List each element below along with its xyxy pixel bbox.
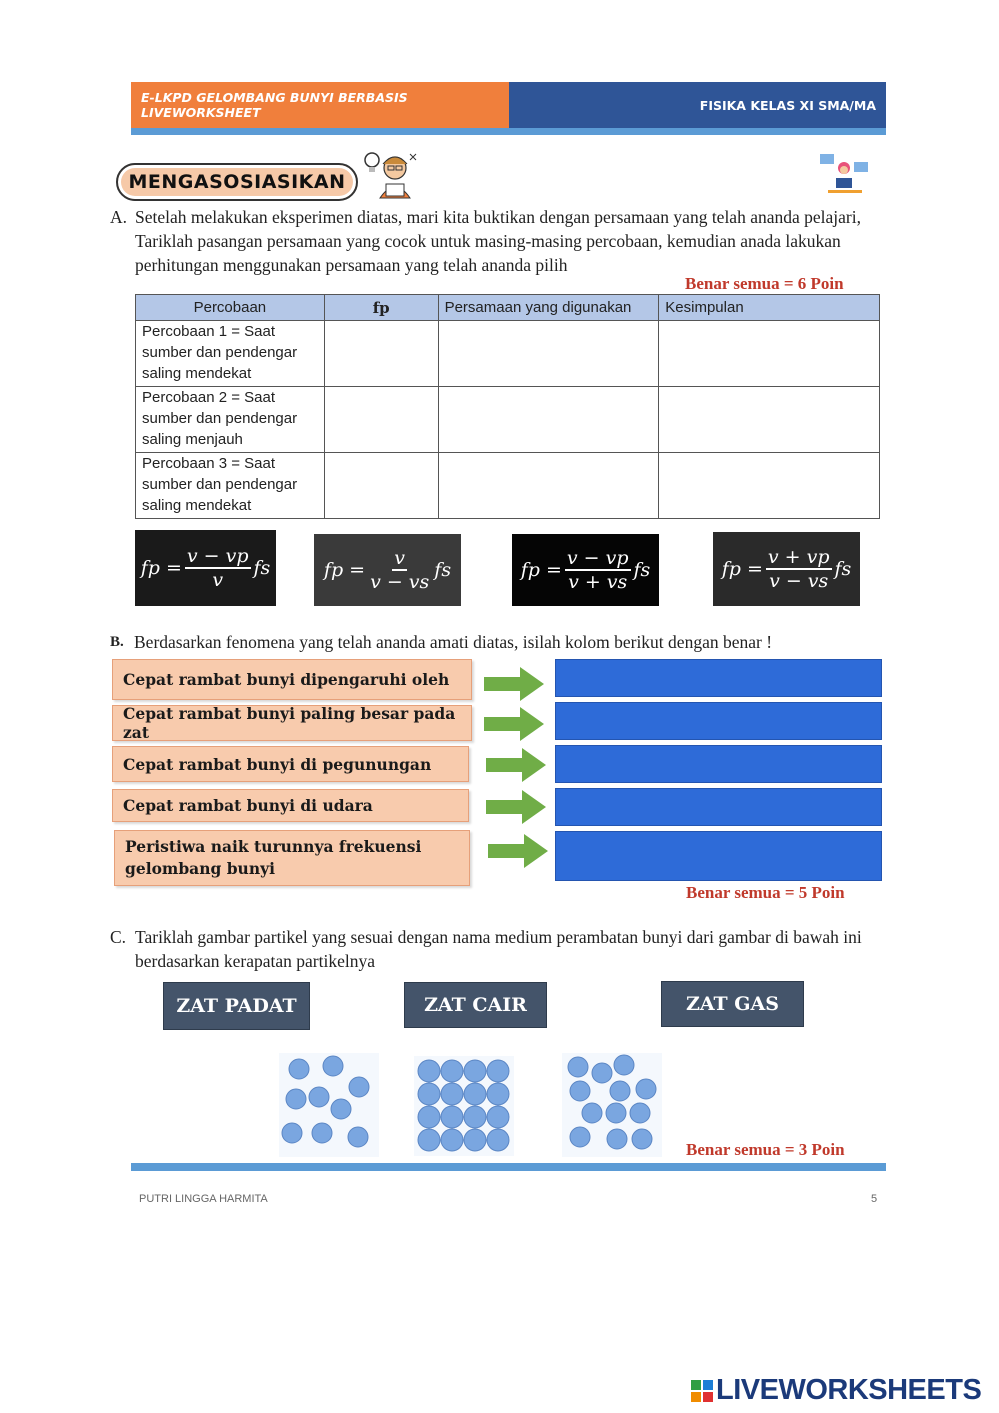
conclusion-input-cell[interactable] <box>659 387 880 453</box>
table-row <box>136 453 880 519</box>
section-b-instructions: Berdasarkan fenomena yang telah ananda amati diatas, isilah kolom berikut dengan benar ! <box>134 632 773 652</box>
equation-drop-cell[interactable] <box>438 321 659 387</box>
formula-card-1[interactable] <box>135 530 276 606</box>
cell-line: Percobaan 1 = Saat <box>142 323 276 340</box>
formula-numerator: v − vp <box>186 545 249 567</box>
liveworksheets-logo-icon <box>691 1380 713 1402</box>
right-arrow-icon <box>486 790 546 828</box>
formula-lhs: fp = <box>721 558 763 580</box>
liveworksheets-watermark <box>691 1374 981 1407</box>
right-arrow-icon <box>484 707 544 745</box>
watermark-text: LIVEWORKSHEETS <box>716 1374 982 1406</box>
answer-input-3[interactable] <box>555 745 882 783</box>
header-fp <box>324 295 438 321</box>
equation-drop-cell[interactable] <box>438 453 659 519</box>
experiment-table <box>135 294 880 519</box>
formula-card-3[interactable] <box>512 534 659 606</box>
formula-denominator: v + vs <box>568 571 628 593</box>
table-header-row <box>136 295 880 321</box>
percobaan-cell <box>136 453 325 519</box>
percobaan-cell <box>136 387 325 453</box>
answer-input-5[interactable] <box>555 831 882 881</box>
formula-lhs: fp = <box>323 559 366 581</box>
formula-numerator: v <box>394 547 406 569</box>
formula-numerator: v − vp <box>566 547 629 569</box>
header-kesimpulan: Kesimpulan <box>659 295 880 321</box>
formula-lhs: fp = <box>520 559 562 581</box>
label-zat-padat <box>163 982 310 1030</box>
formula-denominator: v <box>212 569 224 591</box>
fp-drop-cell[interactable] <box>324 321 438 387</box>
footer-strip <box>131 1163 886 1171</box>
statement-box-1 <box>112 659 472 700</box>
cell-line: sumber dan pendengar <box>142 344 298 361</box>
section-a-instructions: Setelah melakukan eksperimen diatas, mari kita buktikan dengan persamaan yang telah ananda pelajari, Tariklah pasangan persamaan yang cocok untuk masing-masing percobaan, kemudian anada lakukan perhitungan menggunakan persamaan yang telah ananda pilih <box>135 207 861 275</box>
section-a-letter: A. <box>110 207 128 227</box>
formula-card-4[interactable] <box>713 532 860 606</box>
header-persamaan: Persamaan yang digunakan <box>438 295 659 321</box>
header-strip <box>131 128 886 135</box>
header-percobaan: Percobaan <box>136 295 325 321</box>
cell-line: Percobaan 3 = Saat <box>142 455 276 472</box>
zat-label-text: ZAT GAS <box>685 993 779 1015</box>
label-zat-gas <box>661 981 804 1027</box>
header-fp-label: fp <box>372 298 390 317</box>
formula-lhs: fp = <box>140 557 182 579</box>
right-arrow-icon <box>486 748 546 786</box>
formula-denominator: v − vs <box>769 570 829 592</box>
conclusion-input-cell[interactable] <box>659 321 880 387</box>
formula-card-2[interactable] <box>314 534 461 606</box>
cell-line: Percobaan 2 = Saat <box>142 389 276 406</box>
formula-rhs: fs <box>253 557 271 579</box>
formula-fraction <box>565 547 631 593</box>
formula-rhs: fs <box>434 559 452 581</box>
student-idea-icon <box>362 150 420 200</box>
formula-denominator: v − vs <box>370 571 430 593</box>
section-b-score: Benar semua = 5 Poin <box>686 883 845 902</box>
statement-box-3 <box>112 746 469 782</box>
percobaan-cell <box>136 321 325 387</box>
page-number: 5 <box>871 1193 878 1205</box>
section-a-score: Benar semua = 6 Poin <box>685 274 844 293</box>
statement-box-2 <box>112 705 472 741</box>
conclusion-input-cell[interactable] <box>659 453 880 519</box>
answer-input-2[interactable] <box>555 702 882 740</box>
cell-line: sumber dan pendengar <box>142 410 298 427</box>
statement-box-5 <box>114 830 470 886</box>
formula-rhs: fs <box>633 559 651 581</box>
cell-line: saling menjauh <box>142 431 243 448</box>
formula-numerator: v + vp <box>767 546 830 568</box>
teacher-computer-icon <box>818 152 870 196</box>
zat-label-text: ZAT CAIR <box>424 994 527 1016</box>
table-row <box>136 321 880 387</box>
particle-image-dense[interactable] <box>414 1056 514 1160</box>
section-b-letter: B. <box>110 634 124 650</box>
formula-fraction <box>185 545 251 591</box>
cell-line: sumber dan pendengar <box>142 476 298 493</box>
equation-drop-cell[interactable] <box>438 387 659 453</box>
section-badge: MENGASOSIASIKAN <box>116 163 358 201</box>
zat-label-text: ZAT PADAT <box>176 995 297 1017</box>
fp-drop-cell[interactable] <box>324 453 438 519</box>
fp-drop-cell[interactable] <box>324 387 438 453</box>
formula-rhs: fs <box>834 558 852 580</box>
header-left-title: E-LKPD GELOMBANG BUNYI BERBASIS LIVEWORKSHEET <box>131 82 509 128</box>
formula-fraction <box>766 546 832 592</box>
statement-text: Cepat rambat bunyi di udara <box>123 796 373 815</box>
footer-author: PUTRI LINGGA HARMITA <box>139 1193 268 1205</box>
cell-line: saling mendekat <box>142 497 252 514</box>
formula-fraction <box>368 547 431 593</box>
right-arrow-icon <box>484 667 544 705</box>
statement-text: Peristiwa naik turunnya frekuensi gelombang bunyi <box>125 837 422 878</box>
section-c-score: Benar semua = 3 Poin <box>686 1140 845 1159</box>
cell-line: saling mendekat <box>142 365 252 382</box>
answer-input-1[interactable] <box>555 659 882 697</box>
table-row <box>136 387 880 453</box>
statement-text: Cepat rambat bunyi paling besar pada zat <box>123 704 456 742</box>
statement-box-4 <box>112 789 469 822</box>
section-c-instructions: Tariklah gambar partikel yang sesuai dengan nama medium perambatan bunyi dari gambar di bawah ini berdasarkan kerapatan partikelnya <box>135 927 862 971</box>
particle-image-sparse[interactable] <box>279 1053 379 1161</box>
header-right-title: FISIKA KELAS XI SMA/MA <box>509 82 886 128</box>
label-zat-cair <box>404 982 547 1028</box>
right-arrow-icon <box>488 834 548 872</box>
answer-input-4[interactable] <box>555 788 882 826</box>
statement-text: Cepat rambat bunyi di pegunungan <box>123 754 432 774</box>
particle-image-medium[interactable] <box>562 1053 662 1161</box>
statement-text: Cepat rambat bunyi dipengaruhi oleh <box>123 670 450 689</box>
section-c-letter: C. <box>110 927 127 947</box>
